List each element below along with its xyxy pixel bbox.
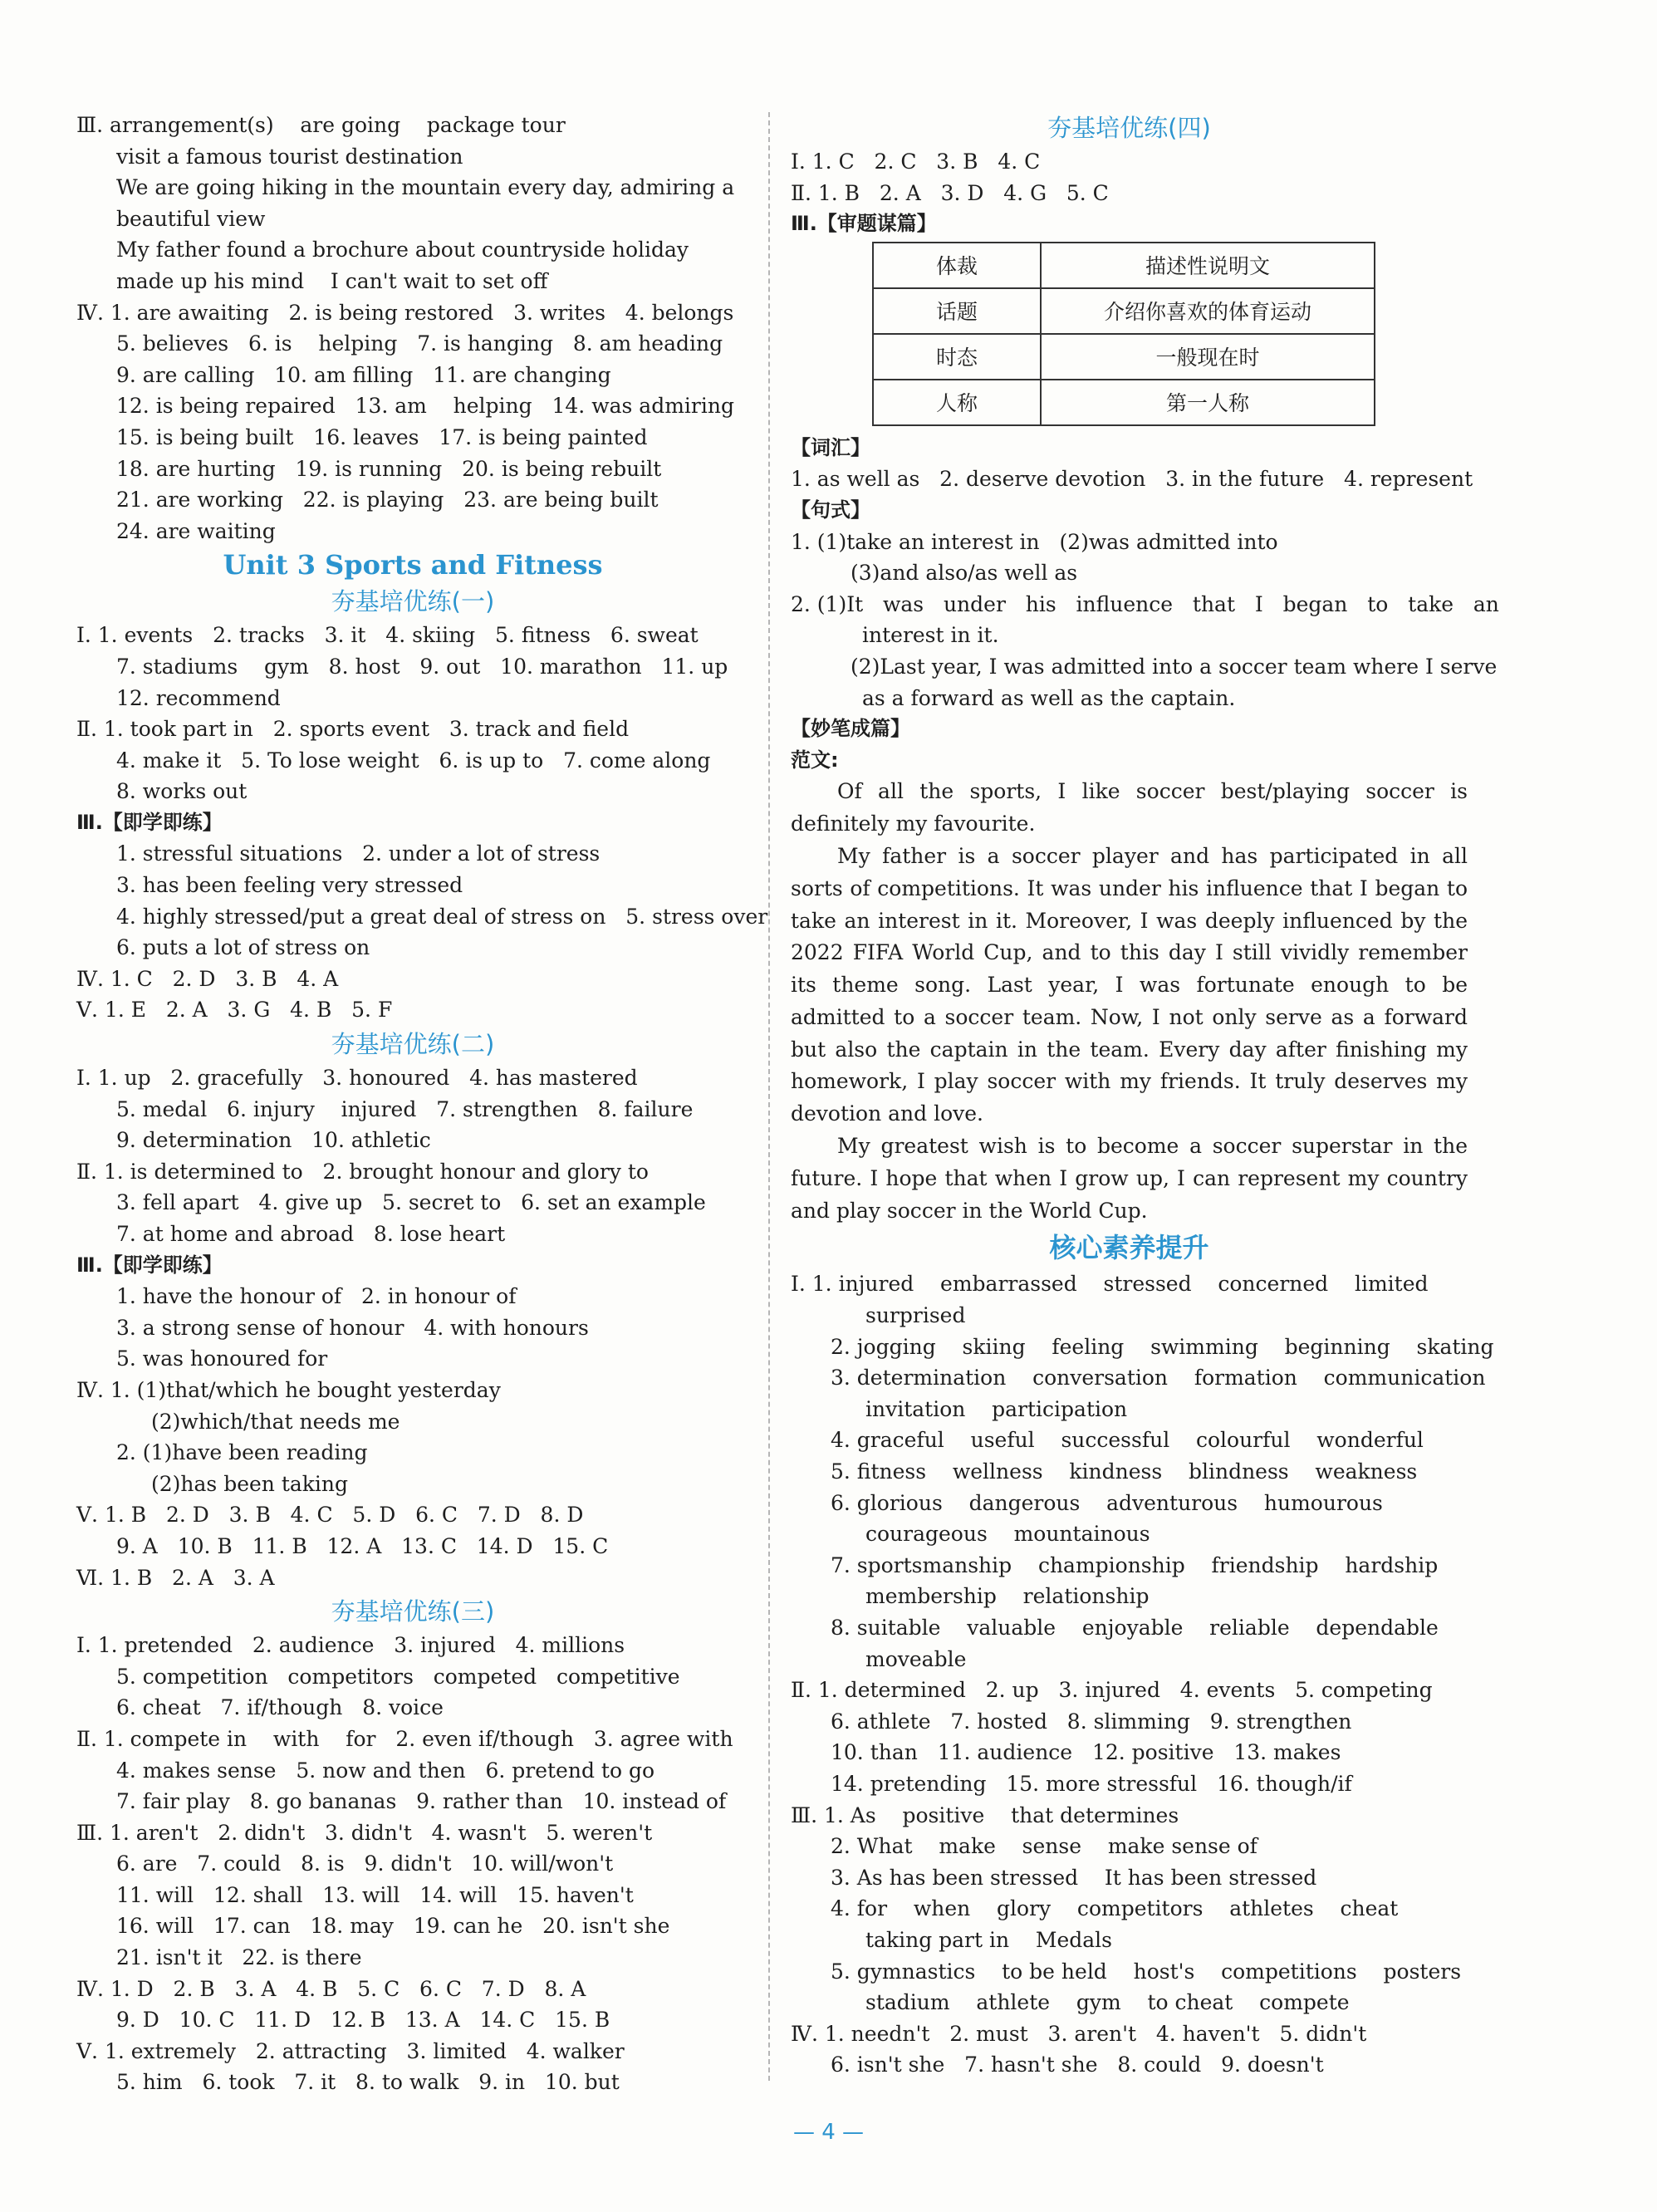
table-value-cell: 第一人称 — [1041, 380, 1375, 425]
answer-line: We are going hiking in the mountain every day, admiring a — [116, 175, 735, 200]
section-heading: 夯基培优练(一) — [331, 587, 495, 616]
answer-line: 3. determination conversation formation communication — [831, 1366, 1486, 1390]
answer-line: Ⅲ. 1. As positive that determines — [791, 1802, 1179, 1827]
answer-line: 1. have the honour of 2. in honour of — [116, 1284, 517, 1309]
answer-line: 14. pretending 15. more stressful 16. though/if — [831, 1771, 1352, 1796]
answer-line: 5. competition competitors competed competitive — [116, 1664, 680, 1689]
answer-line: Ⅰ. 1. events 2. tracks 3. it 4. skiing 5. fitness 6. sweat — [76, 623, 699, 648]
answer-line: 7. at home and abroad 8. lose heart — [116, 1222, 506, 1246]
table-key-cell: 人称 — [873, 380, 1041, 425]
answer-line: 11. will 12. shall 13. will 14. will 15. haven't — [116, 1882, 634, 1907]
answer-line: Ⅴ. 1. B 2. D 3. B 4. C 5. D 6. C 7. D 8. D — [76, 1503, 584, 1528]
table-key-cell: 体裁 — [873, 243, 1041, 288]
answer-line: 2. jogging skiing feeling swimming beginning skating — [831, 1334, 1494, 1359]
answer-line: 18. are hurting 19. is running 20. is being rebuilt — [116, 456, 662, 481]
answer-line: Ⅱ. 1. compete in with for 2. even if/though 3. agree with — [76, 1726, 733, 1751]
answer-line: 3. As has been stressed It has been stressed — [831, 1865, 1317, 1890]
answer-line: Ⅲ. arrangement(s) are going package tour — [76, 113, 566, 137]
answer-line: Ⅱ. 1. B 2. A 3. D 4. G 5. C — [791, 180, 1109, 205]
answer-line: 10. than 11. audience 12. positive 13. makes — [831, 1740, 1341, 1765]
answer-line: beautiful view — [116, 206, 266, 231]
answer-line: 4. for when glory competitors athletes cheat — [831, 1896, 1399, 1921]
right-middle-section — [791, 433, 1499, 777]
unit-title: Unit 3 Sports and Fitness — [223, 549, 603, 581]
answer-line: 6. glorious dangerous adventurous humourous — [831, 1490, 1383, 1515]
answer-line: Ⅱ. 1. determined 2. up 3. injured 4. events 5. competing — [791, 1678, 1433, 1703]
answer-line: Ⅱ. 1. took part in 2. sports event 3. track and field — [76, 717, 630, 742]
table-row — [873, 288, 1375, 334]
table-value-cell: 介绍你喜欢的体育运动 — [1041, 288, 1375, 334]
answer-line: 6. athlete 7. hosted 8. slimming 9. strengthen — [831, 1709, 1352, 1734]
answer-line: 4. makes sense 5. now and then 6. pretend to go — [116, 1758, 654, 1783]
answer-line: (2)has been taking — [151, 1471, 349, 1496]
table-value-cell: 一般现在时 — [1041, 334, 1375, 380]
answer-line: 16. will 17. can 18. may 19. can he 20. isn't she — [116, 1914, 670, 1939]
answer-line: Ⅳ. 1. D 2. B 3. A 4. B 5. C 6. C 7. D 8. A — [76, 1976, 586, 2001]
answer-line: 12. is being repaired 13. am helping 14. was admiring — [116, 394, 734, 419]
answer-line: 3. has been feeling very stressed — [116, 873, 463, 898]
section-heading: 夯基培优练(二) — [331, 1030, 495, 1059]
answer-line: Ⅳ. 1. C 2. D 3. B 4. A — [76, 966, 339, 991]
subsection-label: Ⅲ.【即学即练】 — [76, 1253, 223, 1277]
table-row — [873, 243, 1375, 288]
answer-line: Ⅰ. 1. injured embarrassed stressed concerned limited — [791, 1272, 1429, 1297]
answer-line: 15. is being built 16. leaves 17. is being painted — [116, 424, 648, 449]
answer-line: Ⅴ. 1. extremely 2. attracting 3. limited 4. walker — [76, 2038, 625, 2063]
answer-line: 2. What make sense make sense of — [831, 1834, 1257, 1859]
answer-line: Ⅲ. 1. aren't 2. didn't 3. didn't 4. wasn't 5. weren't — [76, 1820, 653, 1845]
subsection-label: 范文: — [791, 748, 839, 772]
answer-line: 3. a strong sense of honour 4. with honours — [116, 1315, 589, 1340]
answer-line: 5. medal 6. injury injured 7. strengthen 8. failure — [116, 1096, 694, 1121]
answer-line: 4. graceful useful successful colourful wonderful — [831, 1428, 1424, 1453]
answer-line: Ⅰ. 1. up 2. gracefully 3. honoured 4. has mastered — [76, 1066, 638, 1091]
answer-line: 7. sportsmanship championship friendship hardship — [831, 1552, 1439, 1577]
answer-line: 24. are waiting — [116, 518, 276, 543]
answer-line: 3. fell apart 4. give up 5. secret to 6. set an example — [116, 1190, 706, 1215]
answer-line: 6. are 7. could 8. is 9. didn't 10. will/won't — [116, 1852, 614, 1876]
answer-line: courageous mountainous — [865, 1522, 1150, 1547]
core-literacy-section — [791, 1227, 1494, 2080]
answer-line: 5. fitness wellness kindness blindness weakness — [831, 1459, 1418, 1484]
answer-line: 1. as well as 2. deserve devotion 3. in the future 4. represent — [791, 467, 1473, 492]
answer-line: invitation participation — [865, 1396, 1128, 1421]
answer-line: Ⅳ. 1. (1)that/which he bought yesterday — [76, 1377, 501, 1402]
section-heading: 核心素养提升 — [1049, 1232, 1209, 1264]
answer-line: 9. are calling 10. am filling 11. are changing — [116, 362, 611, 387]
answer-line: 6. isn't she 7. hasn't she 8. could 9. doesn't — [831, 2053, 1324, 2077]
answer-line: 4. highly stressed/put a great deal of stress on 5. stress over — [116, 904, 768, 929]
subsection-label: 【妙笔成篇】 — [791, 717, 910, 741]
answer-line: 9. determination 10. athletic — [116, 1128, 431, 1153]
answer-line: 1. stressful situations 2. under a lot of stress — [116, 841, 601, 866]
answer-line: (3)and also/as well as — [851, 561, 1078, 586]
answer-line: 5. was honoured for — [116, 1346, 328, 1371]
answer-line: Ⅱ. 1. is determined to 2. brought honour and glory to — [76, 1159, 649, 1184]
essay-paragraph: My father is a soccer player and has participated in all sorts of competitions. It was under his influence that I began to take an interest in it. Moreover, I was deeply influenced by the 2022 FIFA World Cup, and to this day I still vividly remember its theme song. Last year, I was fortunate enough to be admitted to a soccer team. Now, I not only serve as a forward but also the captain in the team. Every day after finishing my homework, I play soccer with my friends. It truly deserves my devotion and love. — [791, 843, 1468, 1126]
table-value-cell: 描述性说明文 — [1041, 243, 1375, 288]
answer-line: (2)Last year, I was admitted into a soccer team where I serve — [851, 654, 1498, 679]
table-row — [873, 334, 1375, 380]
section-heading: 夯基培优练(三) — [331, 1597, 495, 1626]
answer-line: surprised — [865, 1303, 966, 1328]
right-top-section — [791, 110, 1468, 240]
answer-line: 12. recommend — [116, 685, 281, 710]
subsection-label: 【词汇】 — [791, 435, 870, 459]
answer-line: 9. D 10. C 11. D 12. B 13. A 14. C 15. B — [116, 2008, 610, 2033]
answer-line: Ⅳ. 1. are awaiting 2. is being restored 3. writes 4. belongs — [76, 300, 734, 325]
subsection-label: Ⅲ.【审题谋篇】 — [791, 212, 937, 236]
left-column — [76, 110, 768, 2098]
right-column — [791, 110, 1499, 2081]
table-key-cell: 话题 — [873, 288, 1041, 334]
answer-line: 6. puts a lot of stress on — [116, 935, 370, 960]
subsection-label: Ⅲ.【即学即练】 — [76, 810, 223, 834]
answer-line: 2. (1)It was under his influence that I began to take an — [791, 591, 1499, 616]
table-row — [873, 380, 1375, 425]
answer-line: visit a famous tourist destination — [116, 144, 463, 169]
answer-line: Ⅰ. 1. C 2. C 3. B 4. C — [791, 150, 1041, 174]
answer-line: 21. isn't it 22. is there — [116, 1945, 362, 1970]
table-key-cell: 时态 — [873, 334, 1041, 380]
answer-line: My father found a brochure about countryside holiday — [116, 238, 689, 262]
essay-paragraph: Of all the sports, I like soccer best/playing soccer is definitely my favourite. — [791, 779, 1468, 836]
essay-paragraph: My greatest wish is to become a soccer superstar in the future. I hope that when I grow up, I can represent my country and play soccer in the World Cup. — [791, 1134, 1468, 1223]
answer-line: 5. gymnastics to be held host's competitions posters — [831, 1959, 1462, 1984]
answer-line: made up his mind I can't wait to set off — [116, 268, 548, 293]
answer-line: stadium athlete gym to cheat compete — [865, 1990, 1350, 2015]
answer-line: 21. are working 22. is playing 23. are being built — [116, 488, 659, 513]
answer-line: 8. suitable valuable enjoyable reliable dependable — [831, 1616, 1439, 1640]
model-essay — [791, 776, 1468, 1227]
summary-table — [872, 242, 1375, 426]
answer-line: 4. make it 5. To lose weight 6. is up to 7. come along — [116, 748, 711, 772]
answer-line: 9. A 10. B 11. B 12. A 13. C 14. D 15. C — [116, 1533, 609, 1558]
answer-line: as a forward as well as the captain. — [862, 685, 1236, 710]
answer-line: 1. (1)take an interest in (2)was admitted into — [791, 529, 1278, 554]
answer-line: Ⅴ. 1. E 2. A 3. G 4. B 5. F — [76, 998, 393, 1023]
answer-line: moveable — [865, 1646, 967, 1671]
answer-line: 2. (1)have been reading — [116, 1440, 368, 1465]
answer-line: taking part in Medals — [865, 1927, 1113, 1952]
answer-line: Ⅳ. 1. needn't 2. must 3. aren't 4. haven't 5. didn't — [791, 2021, 1367, 2046]
answer-line: 7. fair play 8. go bananas 9. rather than 10. instead of — [116, 1789, 727, 1814]
page-number: — 4 — — [792, 2120, 865, 2145]
answer-line: 6. cheat 7. if/though 8. voice — [116, 1695, 444, 1720]
answer-line: Ⅵ. 1. B 2. A 3. A — [76, 1565, 275, 1590]
answer-line: 7. stadiums gym 8. host 9. out 10. marathon 11. up — [116, 654, 728, 679]
answer-line: membership relationship — [865, 1584, 1150, 1609]
section-heading: 夯基培优练(四) — [1047, 114, 1211, 142]
answer-line: 5. him 6. took 7. it 8. to walk 9. in 10. but — [116, 2070, 620, 2095]
answer-line: (2)which/that needs me — [151, 1409, 400, 1434]
answer-line: Ⅰ. 1. pretended 2. audience 3. injured 4. millions — [76, 1633, 625, 1658]
answer-line: 5. believes 6. is helping 7. is hanging 8. am heading — [116, 331, 723, 356]
column-divider — [768, 112, 770, 2081]
subsection-label: 【句式】 — [791, 498, 870, 522]
answer-line: interest in it. — [862, 623, 999, 648]
answer-line: 8. works out — [116, 779, 248, 804]
